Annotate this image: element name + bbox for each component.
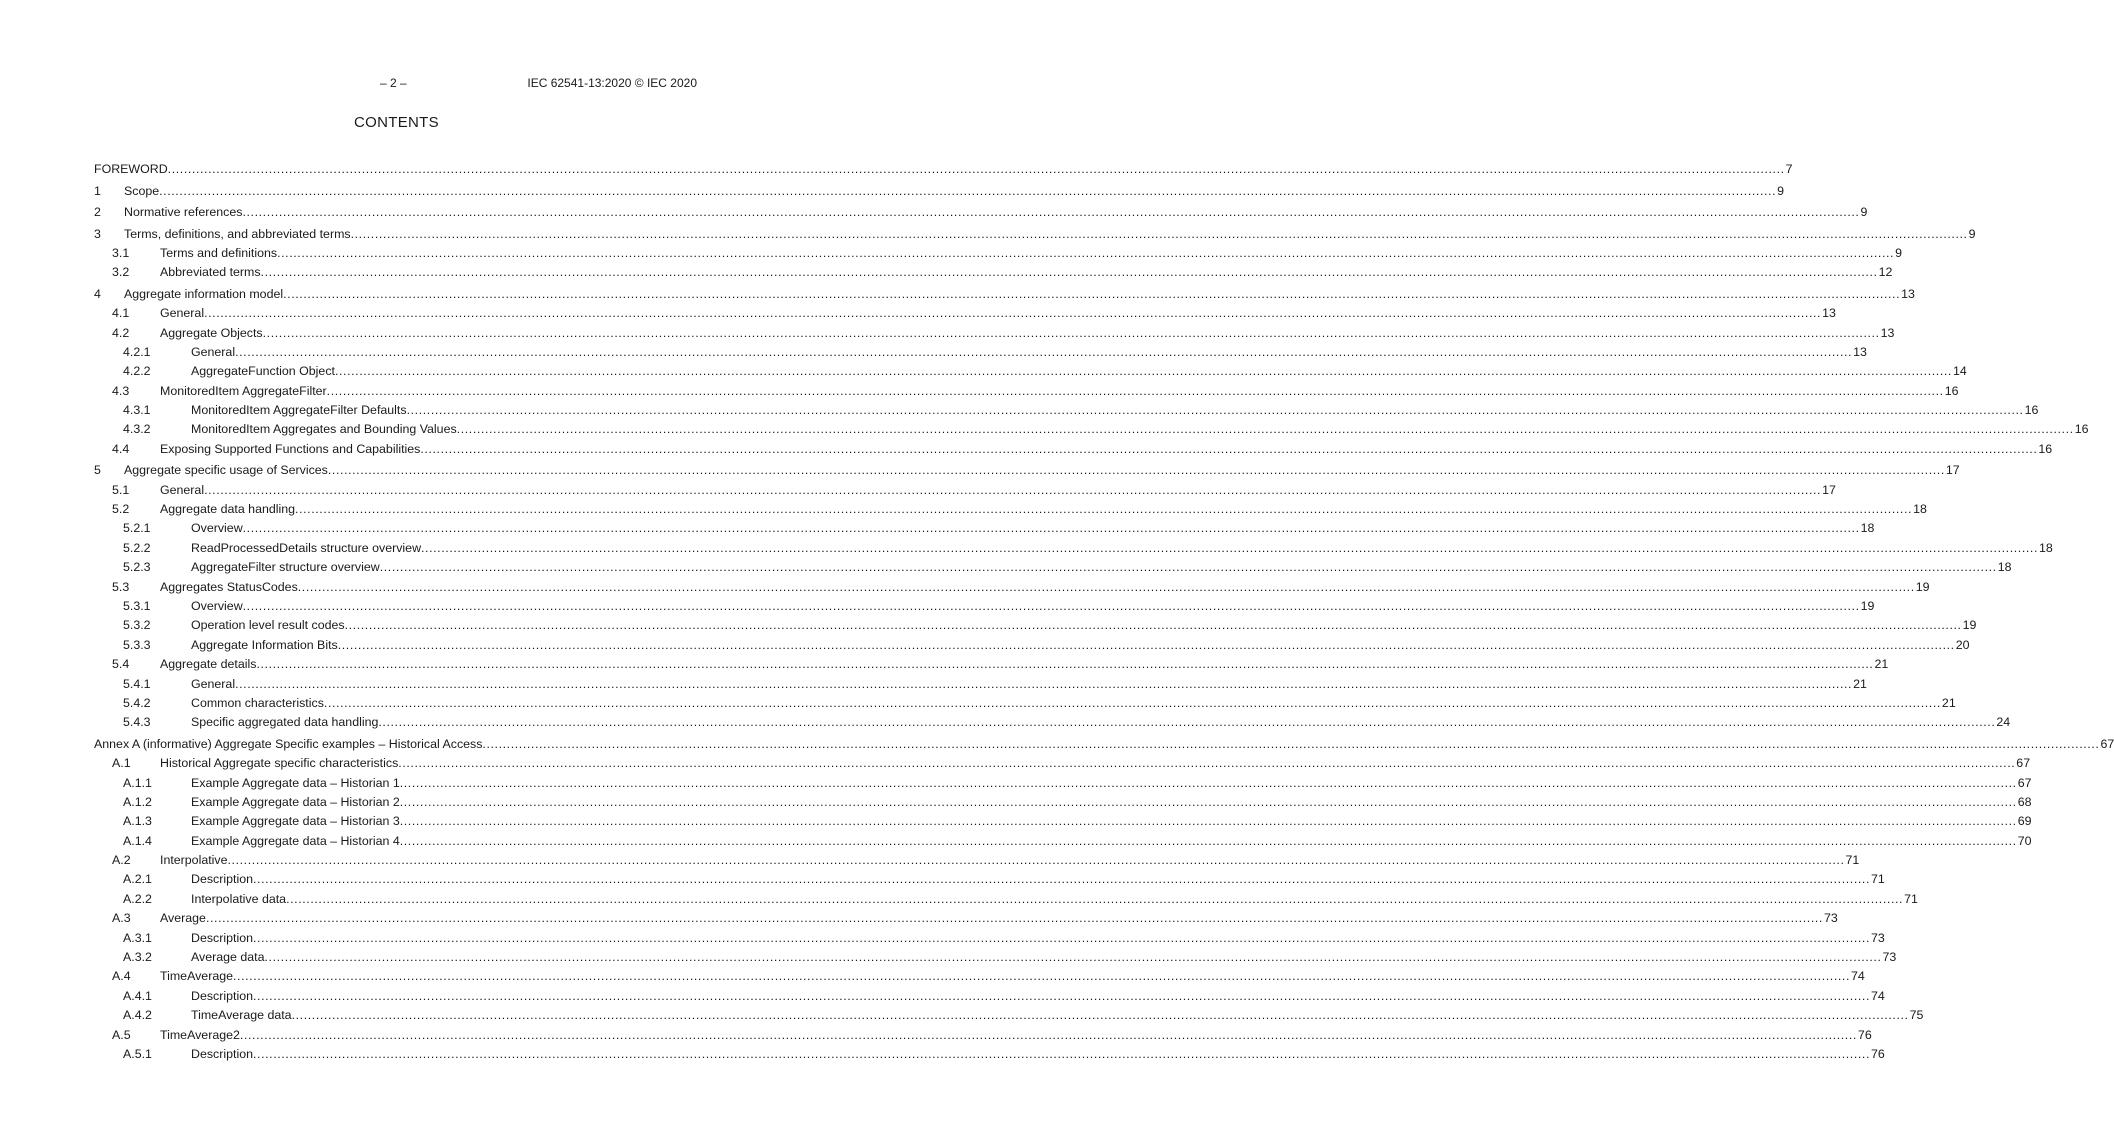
toc-entry-title: Aggregate data handling bbox=[160, 502, 296, 517]
toc-entry-number: 5.3 bbox=[112, 579, 130, 594]
table-of-contents bbox=[94, 156, 2114, 1062]
toc-entry-page: 21 bbox=[1874, 657, 1889, 672]
toc-entry-page: 18 bbox=[1860, 521, 1875, 536]
toc-entry-page: 18 bbox=[1997, 560, 2012, 575]
toc-entry-page: 68 bbox=[2017, 794, 2032, 809]
toc-entry-page: 71 bbox=[1904, 891, 1918, 906]
dot-leader: ................................................................................................................................................................................................................................................................................................................................................................................................................ bbox=[233, 969, 1851, 984]
toc-entry-page: 9 bbox=[1860, 205, 1868, 220]
toc-entry[interactable] bbox=[94, 711, 2011, 730]
dot-leader: ................................................................................................................................................................................................................................................................................................................................................................................................................ bbox=[295, 502, 1913, 517]
dot-leader: ................................................................................................................................................................................................................................................................................................................................................................................................................ bbox=[323, 695, 1941, 710]
toc-entry[interactable] bbox=[94, 965, 1865, 984]
toc-entry-page: 73 bbox=[1882, 950, 1897, 965]
toc-entry-page: 21 bbox=[1853, 676, 1867, 691]
toc-entry-title: General bbox=[160, 306, 205, 321]
toc-entry[interactable] bbox=[94, 341, 1867, 360]
dot-leader: ................................................................................................................................................................................................................................................................................................................................................................................................................ bbox=[344, 618, 1962, 633]
page-number: – 2 – bbox=[380, 76, 407, 90]
toc-entry-page: 19 bbox=[1962, 618, 1977, 633]
toc-entry[interactable] bbox=[94, 771, 2032, 790]
toc-entry[interactable] bbox=[94, 946, 1897, 965]
dot-leader: ................................................................................................................................................................................................................................................................................................................................................................................................................ bbox=[204, 482, 1822, 497]
toc-entry[interactable] bbox=[94, 459, 1960, 478]
dot-leader: ................................................................................................................................................................................................................................................................................................................................................................................................................ bbox=[482, 736, 2100, 751]
dot-leader: ................................................................................................................................................................................................................................................................................................................................................................................................................ bbox=[334, 364, 1952, 379]
toc-entry-title: Annex A (informative) Aggregate Specific examples – Historical Access bbox=[94, 736, 483, 751]
toc-entry-number: 4.3 bbox=[112, 383, 130, 398]
toc-entry-title: Normative references bbox=[124, 205, 243, 220]
toc-entry-page: 67 bbox=[2017, 775, 2032, 790]
toc-entry-number: 5.4.2 bbox=[123, 695, 151, 710]
toc-entry-title: Terms and definitions bbox=[160, 245, 278, 260]
toc-entry[interactable] bbox=[94, 575, 1930, 594]
toc-entry-number: 3.2 bbox=[112, 265, 130, 280]
dot-leader: ................................................................................................................................................................................................................................................................................................................................................................................................................ bbox=[264, 950, 1882, 965]
dot-leader: ................................................................................................................................................................................................................................................................................................................................................................................................................ bbox=[159, 183, 1777, 198]
toc-entry-number: A.1 bbox=[112, 756, 131, 771]
dot-leader: ................................................................................................................................................................................................................................................................................................................................................................................................................ bbox=[327, 463, 1945, 478]
toc-entry[interactable] bbox=[94, 201, 1868, 220]
toc-entry[interactable] bbox=[94, 158, 1793, 177]
toc-entry-title: Description bbox=[191, 1046, 253, 1061]
toc-entry-number: 5.2.1 bbox=[123, 521, 151, 536]
toc-entry-title: Specific aggregated data handling bbox=[191, 715, 379, 730]
toc-entry-number: 5.1 bbox=[112, 482, 130, 497]
toc-entry-page: 67 bbox=[2100, 736, 2114, 751]
toc-entry[interactable] bbox=[94, 282, 1915, 301]
toc-entry-page: 21 bbox=[1941, 695, 1956, 710]
toc-entry-page: 19 bbox=[1860, 598, 1875, 613]
dot-leader: ................................................................................................................................................................................................................................................................................................................................................................................................................ bbox=[399, 833, 2017, 848]
toc-entry-title: General bbox=[160, 482, 205, 497]
toc-entry-title: Terms, definitions, and abbreviated terms bbox=[124, 226, 351, 241]
toc-entry[interactable] bbox=[94, 653, 1889, 672]
toc-entry-page: 19 bbox=[1915, 579, 1930, 594]
toc-entry-number: 4.3.1 bbox=[123, 403, 151, 418]
toc-entry-number: 4.3.2 bbox=[123, 422, 151, 437]
toc-entry[interactable] bbox=[94, 1043, 1885, 1062]
dot-leader: ................................................................................................................................................................................................................................................................................................................................................................................................................ bbox=[235, 344, 1853, 359]
toc-entry[interactable] bbox=[94, 849, 1860, 868]
toc-entry-title: Example Aggregate data – Historian 3 bbox=[191, 814, 400, 829]
toc-entry-page: 73 bbox=[1823, 911, 1838, 926]
toc-entry[interactable] bbox=[94, 399, 2039, 418]
toc-entry[interactable] bbox=[94, 614, 1977, 633]
toc-entry-number: 4.2.1 bbox=[123, 344, 151, 359]
dot-leader: ................................................................................................................................................................................................................................................................................................................................................................................................................ bbox=[260, 265, 1878, 280]
toc-entry-title: Scope bbox=[124, 183, 160, 198]
toc-entry-page: 67 bbox=[2016, 756, 2031, 771]
toc-entry-page: 76 bbox=[1871, 1046, 1885, 1061]
toc-entry-number: A.2.2 bbox=[123, 891, 152, 906]
dot-leader: ................................................................................................................................................................................................................................................................................................................................................................................................................ bbox=[239, 1027, 1857, 1042]
toc-entry[interactable] bbox=[94, 478, 1836, 497]
toc-entry-number: A.1.4 bbox=[123, 833, 152, 848]
toc-entry-title: Interpolative bbox=[160, 853, 228, 868]
toc-entry-page: 13 bbox=[1901, 286, 1915, 301]
toc-entry[interactable] bbox=[94, 360, 1967, 379]
toc-entry[interactable] bbox=[94, 437, 2053, 456]
toc-entry-title: Abbreviated terms bbox=[160, 265, 261, 280]
toc-entry-number: 4.2 bbox=[112, 325, 130, 340]
dot-leader: ................................................................................................................................................................................................................................................................................................................................................................................................................ bbox=[398, 756, 2016, 771]
toc-entry-title: FOREWORD bbox=[94, 162, 168, 177]
dot-leader: ................................................................................................................................................................................................................................................................................................................................................................................................................ bbox=[227, 853, 1845, 868]
dot-leader: ................................................................................................................................................................................................................................................................................................................................................................................................................ bbox=[399, 775, 2017, 790]
toc-entry-page: 9 bbox=[1895, 245, 1903, 260]
toc-entry-number: 4 bbox=[94, 286, 101, 301]
toc-entry-number: 5.4 bbox=[112, 657, 130, 672]
toc-entry-page: 73 bbox=[1871, 930, 1885, 945]
toc-entry[interactable] bbox=[94, 556, 2012, 575]
dot-leader: ................................................................................................................................................................................................................................................................................................................................................................................................................ bbox=[283, 286, 1901, 301]
dot-leader: ................................................................................................................................................................................................................................................................................................................................................................................................................ bbox=[242, 521, 1860, 536]
toc-entry-page: 9 bbox=[1968, 226, 1976, 241]
toc-entry-number: A.4 bbox=[112, 969, 131, 984]
toc-entry-number: 5.2 bbox=[112, 502, 130, 517]
toc-entry-title: TimeAverage2 bbox=[160, 1027, 240, 1042]
toc-entry-page: 74 bbox=[1871, 988, 1885, 1003]
toc-entry-page: 76 bbox=[1857, 1027, 1872, 1042]
toc-entry-title: Description bbox=[191, 872, 253, 887]
toc-entry-title: ReadProcessedDetails structure overview bbox=[191, 540, 422, 555]
toc-entry-page: 7 bbox=[1785, 162, 1793, 177]
toc-entry[interactable] bbox=[94, 810, 2032, 829]
toc-entry[interactable] bbox=[94, 887, 1918, 906]
toc-entry-number: A.2.1 bbox=[123, 872, 152, 887]
toc-entry-page: 16 bbox=[1944, 383, 1959, 398]
toc-entry-number: 5 bbox=[94, 463, 101, 478]
toc-entry-number: A.1.1 bbox=[123, 775, 152, 790]
dot-leader: ................................................................................................................................................................................................................................................................................................................................................................................................................ bbox=[406, 403, 2024, 418]
toc-entry[interactable] bbox=[94, 222, 1976, 241]
toc-entry[interactable] bbox=[94, 984, 1885, 1003]
toc-entry-page: 13 bbox=[1822, 306, 1836, 321]
toc-entry-title: Example Aggregate data – Historian 1 bbox=[191, 775, 400, 790]
toc-entry-number: A.5.1 bbox=[123, 1046, 152, 1061]
toc-entry-title: MonitoredItem AggregateFilter Defaults bbox=[191, 403, 407, 418]
toc-entry-page: 69 bbox=[2017, 814, 2032, 829]
toc-entry-page: 12 bbox=[1878, 265, 1893, 280]
toc-entry[interactable] bbox=[94, 672, 1867, 691]
dot-leader: ................................................................................................................................................................................................................................................................................................................................................................................................................ bbox=[350, 226, 1968, 241]
toc-entry[interactable] bbox=[94, 418, 2089, 437]
toc-entry-number: 5.2.3 bbox=[123, 560, 151, 575]
toc-entry[interactable] bbox=[94, 1004, 1924, 1023]
toc-entry-number: A.3.1 bbox=[123, 930, 152, 945]
toc-entry-number: 1 bbox=[94, 183, 101, 198]
toc-entry-title: Aggregates StatusCodes bbox=[160, 579, 298, 594]
toc-entry-number: 4.2.2 bbox=[123, 364, 151, 379]
toc-entry[interactable] bbox=[94, 829, 2032, 848]
toc-entry[interactable] bbox=[94, 692, 1956, 711]
dot-leader: ................................................................................................................................................................................................................................................................................................................................................................................................................ bbox=[399, 794, 2017, 809]
toc-entry[interactable] bbox=[94, 595, 1875, 614]
toc-entry-number: 4.1 bbox=[112, 306, 130, 321]
toc-entry[interactable] bbox=[94, 379, 1959, 398]
toc-entry-number: 5.4.1 bbox=[123, 676, 151, 691]
dot-leader: ................................................................................................................................................................................................................................................................................................................................................................................................................ bbox=[242, 205, 1860, 220]
toc-entry[interactable] bbox=[94, 498, 1927, 517]
toc-entry-title: Overview bbox=[191, 521, 243, 536]
toc-entry-page: 24 bbox=[1996, 715, 2011, 730]
toc-entry-number: A.2 bbox=[112, 853, 131, 868]
toc-entry[interactable] bbox=[94, 732, 2114, 751]
toc-entry-number: A.3.2 bbox=[123, 950, 152, 965]
toc-entry-number: A.4.1 bbox=[123, 988, 152, 1003]
dot-leader: ................................................................................................................................................................................................................................................................................................................................................................................................................ bbox=[256, 657, 1874, 672]
toc-entry[interactable] bbox=[94, 261, 1893, 280]
toc-entry-number: 4.4 bbox=[112, 441, 130, 456]
toc-entry[interactable] bbox=[94, 302, 1836, 321]
toc-entry-title: Average data bbox=[191, 950, 265, 965]
dot-leader: ................................................................................................................................................................................................................................................................................................................................................................................................................ bbox=[379, 560, 1997, 575]
toc-entry-page: 71 bbox=[1845, 853, 1860, 868]
toc-entry-number: 5.2.2 bbox=[123, 540, 151, 555]
toc-entry-page: 74 bbox=[1851, 969, 1865, 984]
toc-entry-page: 18 bbox=[2039, 540, 2053, 555]
toc-entry-title: Common characteristics bbox=[191, 695, 324, 710]
toc-entry-title: Aggregate Information Bits bbox=[191, 637, 338, 652]
toc-entry[interactable] bbox=[94, 321, 1895, 340]
dot-leader: ................................................................................................................................................................................................................................................................................................................................................................................................................ bbox=[378, 715, 1996, 730]
toc-entry-title: Aggregate information model bbox=[124, 286, 284, 301]
toc-entry-title: MonitoredItem AggregateFilter bbox=[160, 383, 327, 398]
toc-entry-page: 13 bbox=[1853, 344, 1867, 359]
dot-leader: ................................................................................................................................................................................................................................................................................................................................................................................................................ bbox=[399, 814, 2017, 829]
toc-entry-title: Example Aggregate data – Historian 2 bbox=[191, 794, 400, 809]
toc-entry-title: Overview bbox=[191, 598, 243, 613]
toc-entry-title: Operation level result codes bbox=[191, 618, 345, 633]
toc-entry[interactable] bbox=[94, 1023, 1872, 1042]
toc-entry[interactable] bbox=[94, 517, 1875, 536]
toc-entry-title: Exposing Supported Functions and Capabilities bbox=[160, 441, 421, 456]
dot-leader: ................................................................................................................................................................................................................................................................................................................................................................................................................ bbox=[297, 579, 1915, 594]
dot-leader: ................................................................................................................................................................................................................................................................................................................................................................................................................ bbox=[421, 540, 2039, 555]
toc-entry[interactable] bbox=[94, 536, 2053, 555]
dot-leader: ................................................................................................................................................................................................................................................................................................................................................................................................................ bbox=[456, 422, 2074, 437]
toc-entry-title: Example Aggregate data – Historian 4 bbox=[191, 833, 400, 848]
toc-entry-page: 9 bbox=[1777, 183, 1785, 198]
toc-entry-number: 3.1 bbox=[112, 245, 130, 260]
dot-leader: ................................................................................................................................................................................................................................................................................................................................................................................................................ bbox=[235, 676, 1853, 691]
dot-leader: ................................................................................................................................................................................................................................................................................................................................................................................................................ bbox=[252, 1046, 1870, 1061]
dot-leader: ................................................................................................................................................................................................................................................................................................................................................................................................................ bbox=[242, 598, 1860, 613]
dot-leader: ................................................................................................................................................................................................................................................................................................................................................................................................................ bbox=[205, 911, 1823, 926]
dot-leader: ................................................................................................................................................................................................................................................................................................................................................................................................................ bbox=[420, 441, 2038, 456]
toc-entry-title: MonitoredItem Aggregates and Bounding Values bbox=[191, 422, 457, 437]
toc-entry[interactable] bbox=[94, 179, 1785, 198]
toc-entry-title: Historical Aggregate specific characteristics bbox=[160, 756, 399, 771]
toc-entry-title: Average bbox=[160, 911, 206, 926]
toc-entry-number: A.1.2 bbox=[123, 794, 152, 809]
dot-leader: ................................................................................................................................................................................................................................................................................................................................................................................................................ bbox=[252, 988, 1870, 1003]
dot-leader: ................................................................................................................................................................................................................................................................................................................................................................................................................ bbox=[204, 306, 1822, 321]
toc-entry-page: 14 bbox=[1952, 364, 1967, 379]
toc-entry-title: AggregateFilter structure overview bbox=[191, 560, 380, 575]
toc-entry[interactable] bbox=[94, 868, 1885, 887]
dot-leader: ................................................................................................................................................................................................................................................................................................................................................................................................................ bbox=[326, 383, 1944, 398]
toc-entry-title: AggregateFunction Object bbox=[191, 364, 335, 379]
toc-entry-number: 5.4.3 bbox=[123, 715, 151, 730]
toc-entry-title: Aggregate Objects bbox=[160, 325, 263, 340]
toc-entry[interactable] bbox=[94, 926, 1885, 945]
page-title: CONTENTS bbox=[354, 114, 439, 131]
toc-entry-title: Aggregate details bbox=[160, 657, 257, 672]
toc-entry-page: 16 bbox=[2074, 422, 2089, 437]
toc-entry-page: 17 bbox=[1822, 482, 1836, 497]
toc-entry-title: Aggregate specific usage of Services bbox=[124, 463, 328, 478]
dot-leader: ................................................................................................................................................................................................................................................................................................................................................................................................................ bbox=[277, 245, 1895, 260]
document-reference: IEC 62541-13:2020 © IEC 2020 bbox=[527, 76, 697, 90]
toc-entry-title: Interpolative data bbox=[191, 891, 287, 906]
toc-entry-number: A.4.2 bbox=[123, 1008, 152, 1023]
toc-entry[interactable] bbox=[94, 633, 1970, 652]
toc-entry[interactable] bbox=[94, 752, 2031, 771]
toc-entry-title: Description bbox=[191, 988, 253, 1003]
toc-entry-page: 20 bbox=[1955, 637, 1970, 652]
dot-leader: ................................................................................................................................................................................................................................................................................................................................................................................................................ bbox=[337, 637, 1955, 652]
toc-entry-page: 70 bbox=[2017, 833, 2032, 848]
toc-entry-page: 75 bbox=[1909, 1008, 1924, 1023]
dot-leader: ................................................................................................................................................................................................................................................................................................................................................................................................................ bbox=[252, 872, 1870, 887]
dot-leader: ................................................................................................................................................................................................................................................................................................................................................................................................................ bbox=[286, 891, 1904, 906]
toc-entry-title: TimeAverage data bbox=[191, 1008, 292, 1023]
toc-entry-number: 5.3.2 bbox=[123, 618, 151, 633]
toc-entry-page: 71 bbox=[1871, 872, 1885, 887]
toc-entry-page: 16 bbox=[2024, 403, 2039, 418]
toc-entry-page: 13 bbox=[1880, 325, 1895, 340]
toc-entry-page: 16 bbox=[2038, 441, 2053, 456]
toc-entry[interactable] bbox=[94, 242, 1903, 261]
toc-entry-title: Description bbox=[191, 930, 253, 945]
dot-leader: ................................................................................................................................................................................................................................................................................................................................................................................................................ bbox=[291, 1008, 1909, 1023]
toc-entry[interactable] bbox=[94, 907, 1838, 926]
toc-entry-number: A.5 bbox=[112, 1027, 131, 1042]
toc-entry-page: 17 bbox=[1945, 463, 1960, 478]
toc-entry-title: TimeAverage bbox=[160, 969, 234, 984]
toc-entry-number: 3 bbox=[94, 226, 101, 241]
dot-leader: ................................................................................................................................................................................................................................................................................................................................................................................................................ bbox=[252, 930, 1870, 945]
toc-entry-title: General bbox=[191, 676, 236, 691]
dot-leader: ................................................................................................................................................................................................................................................................................................................................................................................................................ bbox=[262, 325, 1880, 340]
toc-entry-page: 18 bbox=[1913, 502, 1927, 517]
toc-entry-title: General bbox=[191, 344, 236, 359]
toc-entry-number: A.3 bbox=[112, 911, 131, 926]
toc-entry-number: A.1.3 bbox=[123, 814, 152, 829]
toc-entry-number: 2 bbox=[94, 205, 101, 220]
toc-entry-number: 5.3.3 bbox=[123, 637, 151, 652]
dot-leader: ................................................................................................................................................................................................................................................................................................................................................................................................................ bbox=[167, 162, 1785, 177]
toc-entry[interactable] bbox=[94, 791, 2032, 810]
toc-entry-number: 5.3.1 bbox=[123, 598, 151, 613]
